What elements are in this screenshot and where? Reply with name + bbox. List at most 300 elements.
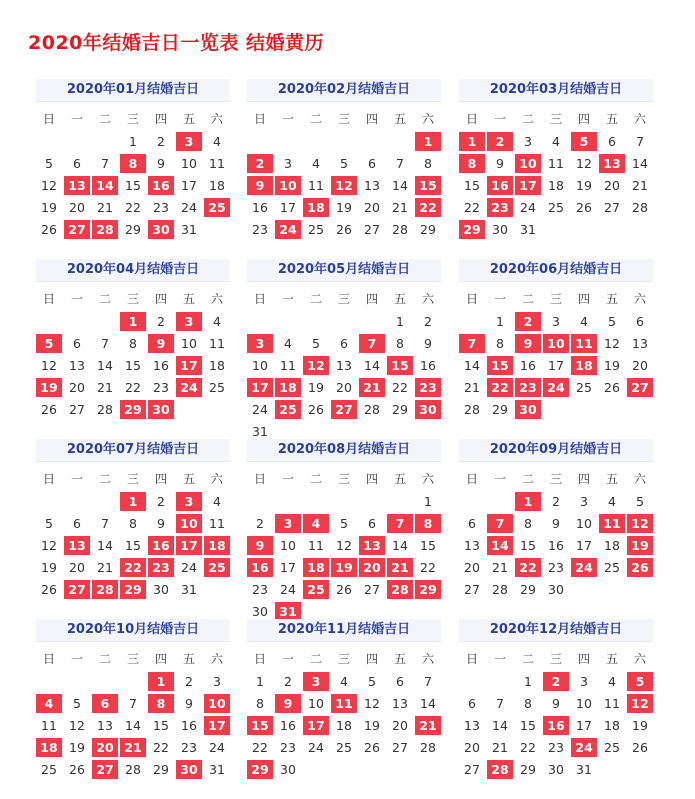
auspicious-day: 30 — [148, 220, 174, 239]
auspicious-day: 8 — [148, 694, 174, 713]
weekday-label: 二 — [521, 112, 534, 126]
calendar-day: 15 — [153, 718, 169, 733]
calendar-day: 4 — [340, 674, 348, 689]
auspicious-day: 17 — [515, 176, 541, 195]
auspicious-day: 17 — [176, 356, 202, 375]
calendar-day: 19 — [604, 358, 620, 373]
auspicious-day: 5 — [36, 334, 62, 353]
calendar-day: 19 — [41, 560, 57, 575]
calendar-day: 7 — [424, 674, 432, 689]
weekday-header — [459, 286, 653, 312]
auspicious-day: 1 — [148, 672, 174, 691]
month-title: 2020年02月结婚吉日 — [247, 79, 441, 102]
calendar-day: 24 — [280, 582, 296, 597]
calendar-day: 10 — [252, 358, 268, 373]
empty-cell — [247, 132, 273, 151]
weekday-label: 一 — [493, 652, 506, 666]
weekday-header — [36, 646, 230, 672]
calendar-day: 2 — [256, 516, 264, 531]
calendar-day: 11 — [41, 718, 57, 733]
calendar-day: 3 — [580, 674, 588, 689]
calendar-day: 20 — [464, 740, 480, 755]
calendar-day: 26 — [632, 740, 648, 755]
auspicious-day: 18 — [571, 356, 597, 375]
day-grid — [459, 492, 653, 599]
empty-cell — [303, 492, 329, 511]
month-title: 2020年03月结婚吉日 — [459, 79, 653, 102]
calendar-day: 16 — [181, 718, 197, 733]
calendar-day: 20 — [69, 380, 85, 395]
calendar-day: 22 — [153, 740, 169, 755]
calendar-day: 23 — [548, 740, 564, 755]
month-title: 2020年09月结婚吉日 — [459, 439, 653, 462]
calendar-day: 19 — [336, 200, 352, 215]
month-title: 2020年01月结婚吉日 — [36, 79, 230, 102]
empty-cell — [120, 672, 146, 691]
auspicious-day: 16 — [487, 176, 513, 195]
auspicious-day: 3 — [275, 514, 301, 533]
calendar-day: 24 — [252, 402, 268, 417]
weekday-label: 一 — [281, 112, 294, 126]
month-calendar — [247, 79, 441, 239]
empty-cell — [92, 492, 118, 511]
weekday-label: 二 — [309, 292, 322, 306]
weekday-label: 六 — [421, 652, 434, 666]
weekday-label: 日 — [42, 472, 55, 486]
auspicious-day: 30 — [415, 400, 441, 419]
auspicious-day: 9 — [148, 334, 174, 353]
auspicious-day: 21 — [359, 378, 385, 397]
auspicious-day: 2 — [487, 132, 513, 151]
auspicious-day: 12 — [331, 176, 357, 195]
auspicious-day: 19 — [36, 378, 62, 397]
calendar-day: 9 — [552, 696, 560, 711]
weekday-label: 二 — [98, 472, 111, 486]
auspicious-day: 25 — [303, 580, 329, 599]
calendar-day: 10 — [280, 538, 296, 553]
auspicious-day: 15 — [487, 356, 513, 375]
auspicious-day: 8 — [120, 154, 146, 173]
weekday-label: 四 — [154, 472, 167, 486]
month-calendar — [459, 439, 653, 599]
auspicious-day: 16 — [247, 558, 273, 577]
auspicious-day: 10 — [515, 154, 541, 173]
empty-cell — [331, 132, 357, 151]
auspicious-day: 9 — [275, 694, 301, 713]
weekday-label: 三 — [126, 472, 139, 486]
calendar-day: 17 — [181, 178, 197, 193]
calendar-day: 28 — [364, 402, 380, 417]
calendar-day: 30 — [492, 222, 508, 237]
auspicious-day: 11 — [331, 694, 357, 713]
calendar-day: 30 — [548, 762, 564, 777]
auspicious-day: 16 — [148, 536, 174, 555]
weekday-label: 六 — [633, 112, 646, 126]
auspicious-day: 11 — [571, 334, 597, 353]
weekday-label: 二 — [521, 652, 534, 666]
calendar-day: 12 — [69, 718, 85, 733]
auspicious-day: 7 — [487, 514, 513, 533]
auspicious-day: 7 — [459, 334, 485, 353]
month-title: 2020年06月结婚吉日 — [459, 259, 653, 282]
auspicious-day: 13 — [599, 154, 625, 173]
calendar-day: 4 — [213, 134, 221, 149]
auspicious-day: 17 — [176, 536, 202, 555]
calendar-day: 10 — [576, 696, 592, 711]
calendar-day: 4 — [213, 494, 221, 509]
auspicious-day: 13 — [359, 536, 385, 555]
empty-cell — [36, 312, 62, 331]
calendar-day: 21 — [492, 560, 508, 575]
calendar-day: 5 — [608, 314, 616, 329]
calendar-day: 30 — [548, 582, 564, 597]
auspicious-day: 30 — [176, 760, 202, 779]
auspicious-day: 3 — [176, 312, 202, 331]
calendar-day: 2 — [284, 674, 292, 689]
calendar-day: 2 — [157, 134, 165, 149]
calendar-day: 15 — [125, 358, 141, 373]
empty-cell — [387, 492, 413, 511]
calendar-day: 29 — [392, 402, 408, 417]
calendar-day: 23 — [280, 740, 296, 755]
empty-cell — [303, 132, 329, 151]
auspicious-day: 20 — [92, 738, 118, 757]
calendar-day: 14 — [420, 696, 436, 711]
calendar-day: 27 — [69, 402, 85, 417]
calendar-day: 25 — [336, 740, 352, 755]
weekday-label: 四 — [154, 112, 167, 126]
weekday-label: 三 — [549, 112, 562, 126]
calendar-day: 9 — [552, 516, 560, 531]
calendar-day: 13 — [632, 336, 648, 351]
weekday-label: 一 — [281, 472, 294, 486]
auspicious-day: 22 — [415, 198, 441, 217]
month-calendar — [459, 619, 653, 779]
calendar-day: 4 — [312, 156, 320, 171]
calendar-day: 25 — [41, 762, 57, 777]
calendar-day: 26 — [308, 402, 324, 417]
weekday-label: 五 — [605, 652, 618, 666]
calendar-day: 19 — [308, 380, 324, 395]
weekday-label: 二 — [521, 292, 534, 306]
calendar-day: 12 — [41, 358, 57, 373]
calendar-day: 29 — [520, 582, 536, 597]
auspicious-day: 25 — [275, 400, 301, 419]
auspicious-day: 25 — [204, 198, 230, 217]
empty-cell — [359, 312, 385, 331]
day-grid — [36, 492, 230, 599]
day-grid — [459, 132, 653, 239]
auspicious-day: 22 — [487, 378, 513, 397]
calendar-day: 26 — [336, 222, 352, 237]
auspicious-day: 17 — [247, 378, 273, 397]
month-calendar — [36, 79, 230, 239]
auspicious-day: 24 — [571, 558, 597, 577]
calendar-day: 22 — [125, 200, 141, 215]
calendar-day: 17 — [576, 538, 592, 553]
weekday-label: 三 — [126, 292, 139, 306]
month-title: 2020年07月结婚吉日 — [36, 439, 230, 462]
calendar-day: 6 — [468, 516, 476, 531]
calendar-day: 14 — [464, 358, 480, 373]
auspicious-day: 12 — [627, 694, 653, 713]
calendar-day: 29 — [520, 762, 536, 777]
calendar-day: 6 — [73, 156, 81, 171]
calendar-day: 30 — [252, 604, 268, 619]
auspicious-day: 17 — [204, 716, 230, 735]
calendar-day: 25 — [576, 380, 592, 395]
calendar-day: 29 — [420, 222, 436, 237]
calendar-day: 6 — [636, 314, 644, 329]
auspicious-day: 24 — [571, 738, 597, 757]
empty-cell — [247, 492, 273, 511]
weekday-header — [247, 646, 441, 672]
day-grid — [36, 312, 230, 419]
calendar-day: 15 — [520, 538, 536, 553]
auspicious-day: 4 — [36, 694, 62, 713]
auspicious-day: 15 — [247, 716, 273, 735]
calendar-day: 13 — [464, 718, 480, 733]
auspicious-day: 8 — [459, 154, 485, 173]
calendar-day: 12 — [41, 178, 57, 193]
calendar-day: 16 — [520, 358, 536, 373]
calendar-day: 23 — [252, 222, 268, 237]
weekday-label: 二 — [98, 652, 111, 666]
calendar-day: 20 — [604, 178, 620, 193]
auspicious-day: 10 — [543, 334, 569, 353]
auspicious-day: 10 — [275, 176, 301, 195]
auspicious-day: 23 — [515, 378, 541, 397]
calendar-day: 31 — [576, 762, 592, 777]
calendar-day: 29 — [492, 402, 508, 417]
empty-cell — [64, 492, 90, 511]
month-calendar — [36, 619, 230, 779]
calendar-day: 25 — [604, 560, 620, 575]
weekday-label: 二 — [309, 112, 322, 126]
calendar-day: 27 — [364, 222, 380, 237]
weekday-header — [36, 286, 230, 312]
calendar-day: 13 — [464, 538, 480, 553]
calendar-day: 21 — [97, 560, 113, 575]
calendar-day: 14 — [392, 538, 408, 553]
calendar-day: 11 — [209, 516, 225, 531]
auspicious-day: 3 — [176, 132, 202, 151]
calendar-day: 15 — [125, 178, 141, 193]
month-calendar — [247, 619, 441, 779]
weekday-label: 六 — [633, 652, 646, 666]
weekday-label: 五 — [393, 292, 406, 306]
weekday-label: 一 — [281, 652, 294, 666]
auspicious-day: 9 — [247, 536, 273, 555]
calendar-day: 23 — [153, 380, 169, 395]
weekday-label: 六 — [210, 112, 223, 126]
weekday-label: 日 — [253, 652, 266, 666]
auspicious-day: 9 — [515, 334, 541, 353]
calendar-day: 10 — [181, 336, 197, 351]
calendar-day: 14 — [97, 538, 113, 553]
calendar-day: 13 — [69, 358, 85, 373]
weekday-label: 六 — [633, 292, 646, 306]
month-calendar — [247, 439, 441, 621]
calendar-day: 11 — [209, 336, 225, 351]
weekday-label: 日 — [253, 472, 266, 486]
calendar-day: 18 — [336, 718, 352, 733]
calendar-day: 20 — [69, 560, 85, 575]
calendar-day: 13 — [364, 178, 380, 193]
calendar-day: 9 — [157, 156, 165, 171]
auspicious-day: 21 — [387, 558, 413, 577]
weekday-label: 一 — [70, 652, 83, 666]
weekday-label: 三 — [549, 472, 562, 486]
month-title: 2020年05月结婚吉日 — [247, 259, 441, 282]
auspicious-day: 23 — [148, 558, 174, 577]
calendar-day: 22 — [125, 380, 141, 395]
weekday-header — [247, 106, 441, 132]
auspicious-day: 21 — [415, 716, 441, 735]
calendar-day: 8 — [524, 516, 532, 531]
auspicious-day: 28 — [92, 580, 118, 599]
calendar-day: 5 — [312, 336, 320, 351]
calendar-day: 13 — [97, 718, 113, 733]
auspicious-day: 19 — [331, 558, 357, 577]
weekday-label: 日 — [465, 472, 478, 486]
calendar-day: 19 — [632, 718, 648, 733]
calendar-day: 28 — [492, 582, 508, 597]
weekday-label: 日 — [253, 292, 266, 306]
auspicious-day: 27 — [64, 220, 90, 239]
calendar-day: 8 — [524, 696, 532, 711]
empty-cell — [359, 132, 385, 151]
empty-cell — [64, 132, 90, 151]
calendar-day: 5 — [340, 156, 348, 171]
auspicious-day: 7 — [387, 514, 413, 533]
empty-cell — [275, 492, 301, 511]
auspicious-day: 14 — [487, 536, 513, 555]
calendar-day: 26 — [41, 582, 57, 597]
calendar-day: 7 — [496, 696, 504, 711]
empty-cell — [359, 492, 385, 511]
weekday-label: 三 — [549, 292, 562, 306]
weekday-label: 三 — [126, 112, 139, 126]
auspicious-day: 24 — [176, 378, 202, 397]
auspicious-day: 29 — [120, 580, 146, 599]
auspicious-day: 1 — [515, 492, 541, 511]
auspicious-day: 3 — [247, 334, 273, 353]
weekday-label: 四 — [154, 652, 167, 666]
calendar-day: 24 — [181, 200, 197, 215]
calendar-day: 19 — [41, 200, 57, 215]
calendar-day: 5 — [45, 516, 53, 531]
calendar-day: 18 — [604, 538, 620, 553]
calendar-day: 18 — [604, 718, 620, 733]
weekday-label: 一 — [70, 112, 83, 126]
calendar-day: 6 — [73, 516, 81, 531]
weekday-label: 五 — [182, 652, 195, 666]
calendar-day: 3 — [580, 494, 588, 509]
weekday-label: 五 — [182, 472, 195, 486]
auspicious-day: 1 — [120, 492, 146, 511]
auspicious-day: 22 — [120, 558, 146, 577]
weekday-header — [459, 646, 653, 672]
calendar-day: 12 — [604, 336, 620, 351]
calendar-day: 7 — [101, 156, 109, 171]
weekday-label: 三 — [337, 652, 350, 666]
weekday-label: 六 — [421, 112, 434, 126]
weekday-label: 三 — [337, 292, 350, 306]
calendar-day: 15 — [464, 178, 480, 193]
auspicious-day: 5 — [627, 672, 653, 691]
calendar-day: 4 — [213, 314, 221, 329]
month-title: 2020年04月结婚吉日 — [36, 259, 230, 282]
calendar-day: 12 — [576, 156, 592, 171]
calendar-day: 30 — [153, 582, 169, 597]
calendar-day: 28 — [632, 200, 648, 215]
calendar-day: 28 — [392, 222, 408, 237]
weekday-header — [459, 466, 653, 492]
auspicious-day: 28 — [387, 580, 413, 599]
calendar-day: 26 — [69, 762, 85, 777]
calendar-day: 29 — [125, 222, 141, 237]
calendar-day: 13 — [392, 696, 408, 711]
weekday-label: 一 — [493, 472, 506, 486]
auspicious-day: 26 — [627, 558, 653, 577]
weekday-label: 日 — [253, 112, 266, 126]
month-calendar — [459, 259, 653, 419]
calendar-day: 12 — [336, 538, 352, 553]
calendar-day: 21 — [464, 380, 480, 395]
weekday-label: 二 — [98, 112, 111, 126]
weekday-header — [36, 466, 230, 492]
auspicious-day: 12 — [303, 356, 329, 375]
auspicious-day: 10 — [204, 694, 230, 713]
calendar-day: 9 — [496, 156, 504, 171]
calendar-day: 7 — [636, 134, 644, 149]
empty-cell — [64, 312, 90, 331]
calendar-day: 1 — [424, 494, 432, 509]
weekday-label: 四 — [365, 112, 378, 126]
calendar-day: 14 — [97, 358, 113, 373]
auspicious-day: 27 — [92, 760, 118, 779]
calendar-day: 26 — [336, 582, 352, 597]
auspicious-day: 10 — [176, 514, 202, 533]
auspicious-day: 9 — [247, 176, 273, 195]
auspicious-day: 28 — [487, 760, 513, 779]
weekday-label: 日 — [465, 652, 478, 666]
calendar-day: 1 — [496, 314, 504, 329]
weekday-label: 六 — [633, 472, 646, 486]
calendar-day: 23 — [252, 582, 268, 597]
calendar-day: 24 — [308, 740, 324, 755]
auspicious-day: 5 — [571, 132, 597, 151]
calendar-day: 3 — [524, 134, 532, 149]
auspicious-day: 15 — [415, 176, 441, 195]
calendar-day: 17 — [548, 358, 564, 373]
calendar-day: 29 — [153, 762, 169, 777]
auspicious-day: 18 — [303, 558, 329, 577]
calendar-day: 2 — [185, 674, 193, 689]
calendar-day: 8 — [424, 156, 432, 171]
calendar-day: 12 — [41, 538, 57, 553]
auspicious-day: 15 — [387, 356, 413, 375]
auspicious-day: 18 — [204, 536, 230, 555]
calendar-day: 8 — [256, 696, 264, 711]
calendar-day: 2 — [424, 314, 432, 329]
empty-cell — [487, 672, 513, 691]
weekday-label: 四 — [365, 292, 378, 306]
auspicious-day: 29 — [459, 220, 485, 239]
calendar-day: 26 — [604, 380, 620, 395]
calendar-day: 31 — [252, 424, 268, 439]
